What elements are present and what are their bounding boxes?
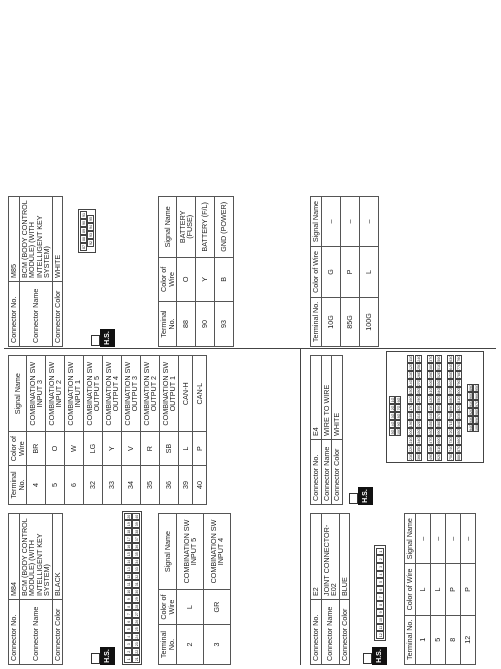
m85-header: Connector No. M85 Connector Name BCM (BODY CONTROL MODULE) (WITH INTELLIGENT KEY SYSTEM) Connector Color WHITE [8,196,63,347]
connector-pin: 7G [397,405,401,411]
table-row: 88 O BATTERY (FUSE) [177,197,196,347]
table-row: 85G P – [340,197,359,347]
connector-pin: 94 [89,225,93,229]
connector-pin: 25 [132,626,140,634]
connector-pin: 24G [417,354,421,362]
connector-pin: 57G [437,412,441,420]
connector-pin: 23G [409,453,413,460]
connector-pin: 7 [376,593,384,601]
connector-pin: 53G [437,379,441,387]
connector-pin: 91 [82,213,86,217]
table-row: 39 L CAN-H [179,356,193,505]
connector-pin: 82G [457,404,461,411]
connector-pin: 10 [124,588,132,596]
connector-pin: 49G [429,453,433,460]
m85-connector-face [78,209,96,253]
connector-pin: 71G [449,420,453,428]
connector-pin: 8G [397,413,401,419]
m84-hs-icon: H.S. [100,647,115,665]
connector-pin: 94G [469,424,473,431]
connector-pin: 2G [391,405,395,411]
connector-pin: 90G [469,392,473,399]
connector-pin: 1G [391,397,395,403]
divider [300,349,301,665]
m84-header: Connector No. M84 Connector Name BCM (BODY CONTROL MODULE) (WITH INTELLIGENT KEY SYSTEM) Connector Color BLACK [8,513,63,665]
connector-pin: 75G [449,453,453,460]
connector-pin: 80G [457,387,461,395]
connector-pin: 73G [449,436,453,444]
connector-pin: 2 [376,555,384,563]
connector-pin: 28G [417,387,421,395]
connector-pin: 35 [132,551,140,559]
connector-pin: 24 [132,633,140,641]
connector-pin: 36G [417,453,421,460]
e2-connector-face [374,545,386,641]
connector-pin: 55G [437,395,441,403]
e4-no: E4 [311,356,322,440]
connector-pin: 9 [124,596,132,604]
connector-pin: 18G [409,412,413,420]
connector-pin: 92G [469,408,473,415]
connector-pin: 18 [124,528,132,536]
connector-pin: 28 [132,603,140,611]
connector-pin: 1 [376,548,384,556]
e4-connector-face [386,351,484,463]
table-row: 100G L – [359,197,378,347]
connector-pin: 4 [376,571,384,579]
connector-pin: 39G [429,371,433,379]
connector-pin: 52G [437,371,441,379]
connector-pin: 93G [469,416,473,423]
connector-pin: 19 [124,521,132,529]
m85-no: M85 [9,197,20,282]
connector-pin: 100G [475,422,479,431]
connector-pin: 7 [124,611,132,619]
connector-pin: 6 [124,618,132,626]
connector-pin: 9G [397,421,401,427]
connector-pin: 95G [475,384,479,391]
connector-pin: 3G [391,413,395,419]
table-row: 1 L – [415,514,430,665]
connector-pin: 12 [376,631,384,639]
e2-name: JOINT CONNECTOR-E02 [321,514,339,600]
connector-pin: 11G [409,355,413,362]
m84-pin-table: Terminal No. Color of Wire Signal Name 2 L COMBINATION SW INPUT 5 3 GR COMBINATION SW INPUT 4 [158,513,231,665]
connector-pin: 34G [417,436,421,444]
m84-color: BLACK [52,514,63,600]
connector-pin: 65G [449,371,453,379]
connector-pin: 32G [417,420,421,428]
connector-pin: 11 [124,581,132,589]
connector-pin: 6 [376,586,384,594]
connector-pin: 79G [457,379,461,387]
connector-pin: 23 [132,641,140,649]
table-row: 5 O COMBINATION SW INPUT 2 [46,356,65,505]
connector-pin: 21 [132,656,140,664]
m84-name: BCM (BODY CONTROL MODULE) (WITH INTELLIGENT KEY SYSTEM) [19,514,52,600]
connector-pin: 51G [437,363,441,370]
connector-pin: 13G [409,371,413,379]
connector-pin: 68G [449,395,453,403]
e2-header: Connector No. E2 Connector Name JOINT CONNECTOR-E02 Connector Color BLUE [310,513,350,665]
connector-pin: 5G [391,429,395,435]
connector-pin: 70G [449,412,453,420]
connector-pin: 40G [429,379,433,387]
connector-pin: 26 [132,618,140,626]
connector-pin: 22 [132,648,140,656]
connector-pin: 5 [376,578,384,586]
table-row: 36 SB COMBINATION SW OUTPUT 1 [160,356,179,505]
connector-pin: 8 [124,603,132,611]
connector-pin: 92 [89,241,93,245]
m85-name: BCM (BODY CONTROL MODULE) (WITH INTELLIGENT KEY SYSTEM) [19,197,52,282]
connector-pin: 90 [82,221,86,225]
connector-pin: 3 [124,641,132,649]
connector-pin: 12 [124,573,132,581]
connector-pin: 97G [475,400,479,407]
connector-pin: 25G [417,363,421,370]
table-row: 3 GR COMBINATION SW INPUT 4 [204,514,231,665]
connector-pin: 44G [429,412,433,420]
connector-pin: 16 [124,543,132,551]
connector-pin: 31G [417,412,421,420]
table-row: 32 LG COMBINATION SW OUTPUT 5 [84,356,103,505]
table-row: 34 V COMBINATION SW OUTPUT 3 [122,356,141,505]
connector-pin: 72G [449,428,453,436]
connector-pin: 38 [132,528,140,536]
connector-pin: 87 [82,245,86,249]
table-row: 6 W COMBINATION SW INPUT 1 [65,356,84,505]
e4-header: Connector No. E4 Connector Name WIRE TO WIRE Connector Color WHITE [310,355,343,505]
connector-pin: 8 [376,601,384,609]
connector-pin: 36 [132,543,140,551]
connector-pin: 4 [124,633,132,641]
e2-no: E2 [311,514,322,600]
connector-pin: 95 [89,217,93,221]
connector-pin: 83G [457,412,461,420]
connector-pin: 5 [124,626,132,634]
connector-pin: 69G [449,404,453,411]
connector-pin: 38G [429,363,433,370]
connector-pin: 27G [417,379,421,387]
connector-pin: 4G [391,421,395,427]
divider [4,348,496,349]
e4-name: WIRE TO WIRE [321,356,332,440]
connector-pin: 89 [82,229,86,233]
connector-pin: 99G [475,416,479,423]
connector-pin: 17G [409,404,413,411]
table-row: 5 L – [430,514,445,665]
table-row: 2 L COMBINATION SW INPUT 5 [177,514,204,665]
connector-pin: 16G [409,395,413,403]
connector-pin: 3 [376,563,384,571]
table-row: 40 P CAN-L [193,356,207,505]
connector-pin: 46G [429,428,433,436]
connector-pin: 32 [132,573,140,581]
connector-pin: 31 [132,581,140,589]
table-row: 8 P – [445,514,460,665]
connector-pin: 64G [449,363,453,370]
connector-pin: 43G [429,404,433,411]
connector-pin: 14 [124,558,132,566]
m85-pin-table: Terminal No. Color of Wire Signal Name 88 O BATTERY (FUSE) 90 Y BATTERY (F/L) 93 B GND (POWER) [158,196,234,347]
connector-pin: 15G [409,387,413,395]
connector-pin: 67G [449,387,453,395]
connector-pin: 29 [132,596,140,604]
connector-pin: 27 [132,611,140,619]
table-row: 35 R COMBINATION SW OUTPUT 2 [141,356,160,505]
table-row: 10G G – [321,197,340,347]
m85-hs-icon: H.S. [100,329,115,347]
table-row: 4 BR COMBINATION SW INPUT 3 [27,356,46,505]
e2-pin-table: Terminal No. Color of Wire Signal Name 1 L – 5 L – 8 P – 12 P – [404,513,476,665]
connector-pin: 42G [429,395,433,403]
connector-pin: 41G [429,387,433,395]
connector-pin: 26G [417,371,421,379]
e4-pin-table: Terminal No. Color of Wire Signal Name 10G G – 85G P – 100G L – [310,196,379,347]
connector-pin: 88G [457,453,461,460]
connector-pin: 93 [89,233,93,237]
connector-pin: 74G [449,445,453,452]
connector-pin: 81G [457,395,461,403]
connector-pin: 33G [417,428,421,436]
e2-hs-icon: H.S. [372,647,387,665]
connector-pin: 40 [132,513,140,521]
connector-pin: 11 [376,624,384,632]
connector-pin: 33 [132,566,140,574]
connector-pin: 61G [437,445,441,452]
m85-color: WHITE [52,197,63,282]
connector-pin: 14G [409,379,413,387]
e2-color: BLUE [339,514,350,600]
connector-pin: 30 [132,588,140,596]
connector-pin: 29G [417,395,421,403]
connector-pin: 12G [409,363,413,370]
connector-pin: 1 [124,656,132,664]
e4-hs-icon: H.S. [358,487,373,505]
connector-pin: 2 [124,648,132,656]
connector-pin: 62G [437,453,441,460]
connector-pin: 22G [409,445,413,452]
m84-connector-face [122,511,142,665]
connector-pin: 39 [132,521,140,529]
connector-pin: 21G [409,436,413,444]
connector-pin: 98G [475,408,479,415]
connector-pin: 86G [457,436,461,444]
connector-pin: 9 [376,609,384,617]
connector-pin: 20G [409,428,413,436]
e4-color: WHITE [332,356,343,440]
connector-pin: 96G [475,392,479,399]
table-row: 33 Y COMBINATION SW OUTPUT 4 [103,356,122,505]
connector-pin: 66G [449,379,453,387]
connector-pin: 85G [457,428,461,436]
connector-pin: 30G [417,404,421,411]
connector-pin: 60G [437,436,441,444]
connector-pin: 87G [457,445,461,452]
connector-pin: 89G [469,384,473,391]
connector-pin: 91G [469,400,473,407]
connector-pin: 84G [457,420,461,428]
connector-pin: 15 [124,551,132,559]
connector-pin: 54G [437,387,441,395]
connector-pin: 59G [437,428,441,436]
connector-pin: 37G [429,354,433,362]
connector-pin: 78G [457,371,461,379]
connector-pin: 35G [417,445,421,452]
connector-pin: 20 [124,513,132,521]
connector-pin: 63G [449,354,453,362]
connector-pin: 77G [457,363,461,370]
connector-pin: 13 [124,566,132,574]
connector-pin: 10G [397,428,401,435]
m84-no: M84 [9,514,20,600]
table-row: 90 Y BATTERY (F/L) [196,197,215,347]
connector-pin: 50G [437,354,441,362]
connector-pin: 6G [397,397,401,403]
connector-pin: 19G [409,420,413,428]
connector-pin: 48G [429,445,433,452]
table-row: 93 B GND (POWER) [215,197,234,347]
connector-pin: 34 [132,558,140,566]
connector-pin: 58G [437,420,441,428]
connector-pin: 37 [132,536,140,544]
connector-pin: 76G [457,354,461,362]
table-row: 12 P – [460,514,475,665]
connector-pin: 47G [429,436,433,444]
connector-pin: 45G [429,420,433,428]
connector-pin: 17 [124,536,132,544]
connector-pin: 10 [376,616,384,624]
connector-pin: 88 [82,237,86,241]
connector-pin: 56G [437,404,441,411]
m84-pin-table-continued: Terminal No. Color of Wire Signal Name 4 BR COMBINATION SW INPUT 3 5 O COMBINATION SW INPUT 2 6 W COMBINATION SW INPUT 1 32 LG COMBINATION SW OUTPUT 5 33 Y COMBINATION SW OUTPUT 4 34 V COMBINATION SW OUTPUT 3 35 R COMBINATION SW OUTPUT 2 36 SB COMBINATION SW OUTPUT 1 39 L CAN-H 40 P CAN-L [8,355,207,505]
